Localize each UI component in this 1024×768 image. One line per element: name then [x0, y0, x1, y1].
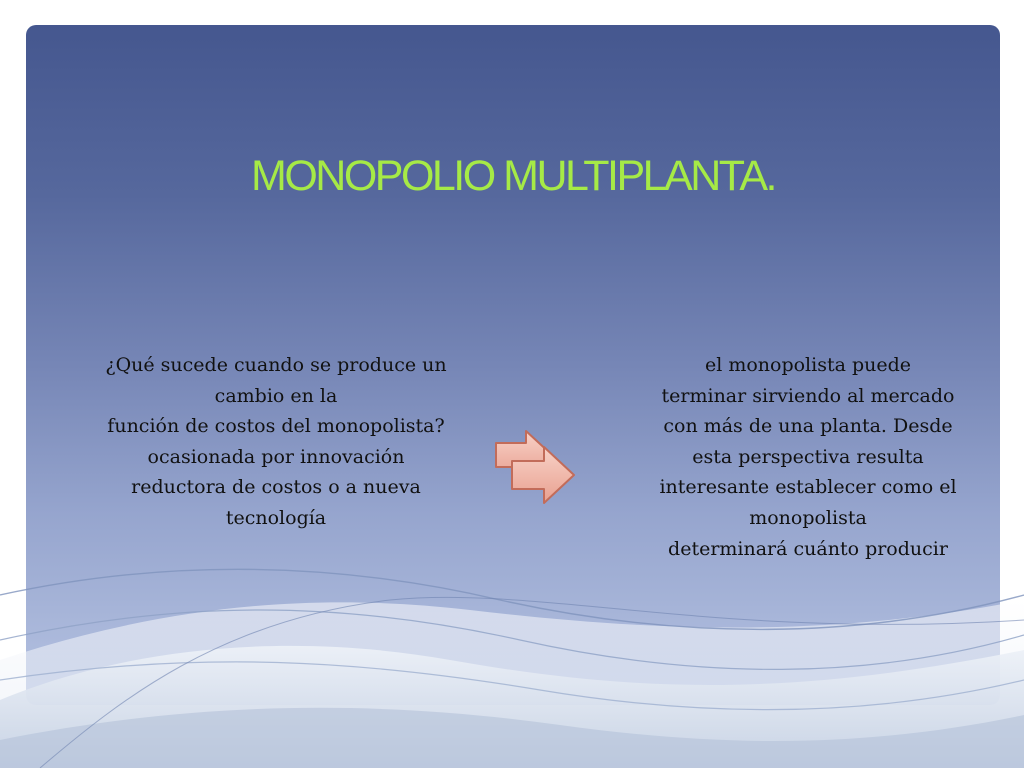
left-text-block [64, 350, 488, 534]
left-text-line: ocasionada por innovación [147, 445, 405, 468]
left-text-line: cambio en la [214, 384, 338, 407]
right-text-block [616, 350, 1000, 564]
right-text-line: esta perspectiva resulta [692, 445, 924, 468]
left-text-line: ¿Qué sucede cuando se produce un [105, 354, 447, 376]
right-text-line: determinará cuánto producir [668, 537, 948, 560]
right-text-line: monopolista [749, 506, 867, 529]
slide-title: MONOPOLIO MULTIPLANTA. [251, 152, 775, 200]
left-text-line: tecnología [225, 506, 327, 529]
double-right-arrow-icon [490, 427, 580, 505]
left-text-line: reductora de costos o a nueva [131, 476, 421, 499]
right-text-line: interesante establecer como el [659, 476, 957, 499]
right-text-line: con más de una planta. Desde [663, 415, 953, 438]
left-text-line: función de costos del monopolista? [107, 415, 445, 438]
right-text-line: terminar sirviendo al mercado [661, 384, 955, 407]
right-text-line: el monopolista puede [704, 354, 912, 376]
